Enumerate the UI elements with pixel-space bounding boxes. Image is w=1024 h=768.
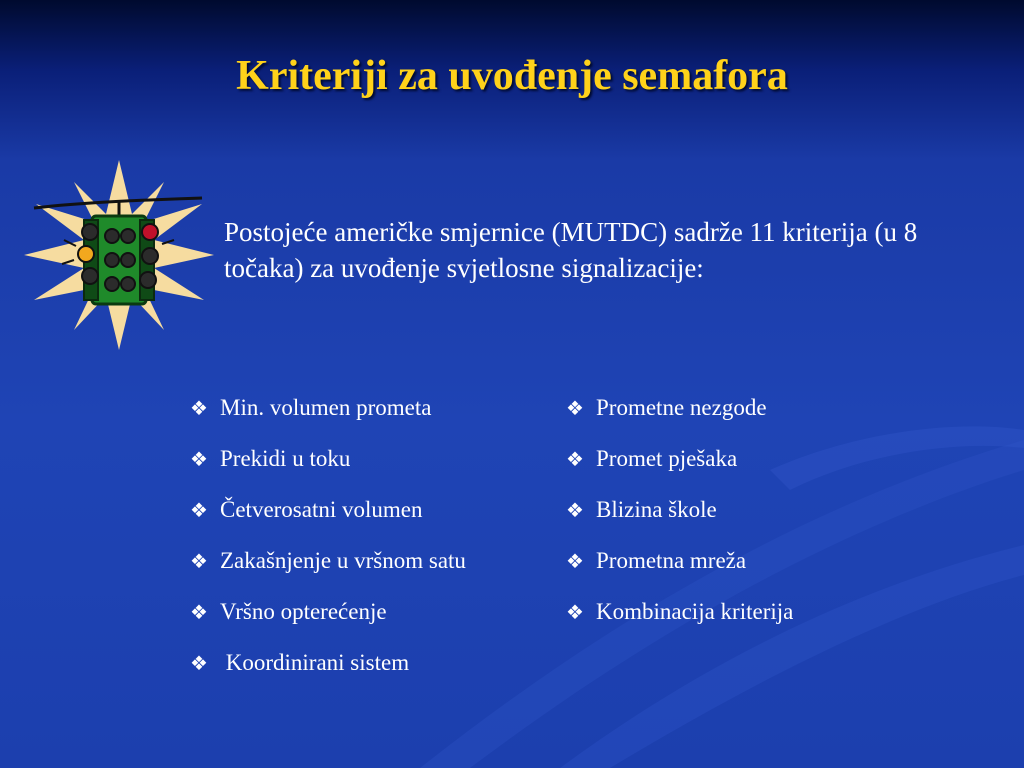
list-item-label: Prometna mreža xyxy=(596,548,747,573)
list-item xyxy=(566,494,936,545)
list-item xyxy=(190,596,560,647)
diamond-bullet-icon: ❖ xyxy=(190,602,208,624)
list-item xyxy=(566,596,936,647)
list-item-label: Promet pješaka xyxy=(596,446,738,471)
list-item xyxy=(566,443,936,494)
diamond-bullet-icon: ❖ xyxy=(190,653,208,675)
list-item-label: Prekidi u toku xyxy=(220,446,351,471)
list-item-label: Kombinacija kriterija xyxy=(596,599,794,624)
diamond-bullet-icon: ❖ xyxy=(190,500,208,522)
list-item xyxy=(190,545,560,596)
list-item xyxy=(566,545,936,596)
list-item-label: Vršno opterećenje xyxy=(220,599,387,624)
traffic-light-starburst-icon xyxy=(24,160,214,350)
list-item xyxy=(190,647,560,698)
diamond-bullet-icon: ❖ xyxy=(190,449,208,471)
criteria-list-right xyxy=(566,392,936,647)
list-item-label: Prometne nezgode xyxy=(596,395,767,420)
list-item xyxy=(190,392,560,443)
diamond-bullet-icon: ❖ xyxy=(566,551,584,573)
list-item-label: Min. volumen prometa xyxy=(220,395,432,420)
criteria-list-left xyxy=(190,392,560,698)
list-item xyxy=(566,392,936,443)
diamond-bullet-icon: ❖ xyxy=(566,500,584,522)
intro-paragraph: Postojeće američke smjernice (MUTDC) sadrže 11 kriterija (u 8 točaka) za uvođenje svjetlosne signalizacije: xyxy=(224,217,918,283)
diamond-bullet-icon: ❖ xyxy=(566,449,584,471)
diamond-bullet-icon: ❖ xyxy=(566,602,584,624)
list-item-label: Blizina škole xyxy=(596,497,717,522)
list-item-label: Koordinirani sistem xyxy=(220,650,410,675)
diamond-bullet-icon: ❖ xyxy=(190,551,208,573)
diamond-bullet-icon: ❖ xyxy=(566,398,584,420)
list-item xyxy=(190,443,560,494)
slide-title: Kriteriji za uvođenje semafora xyxy=(236,53,788,99)
diamond-bullet-icon: ❖ xyxy=(190,398,208,420)
list-item-label: Četverosatni volumen xyxy=(220,497,423,522)
list-item xyxy=(190,494,560,545)
list-item-label: Zakašnjenje u vršnom satu xyxy=(220,548,466,573)
